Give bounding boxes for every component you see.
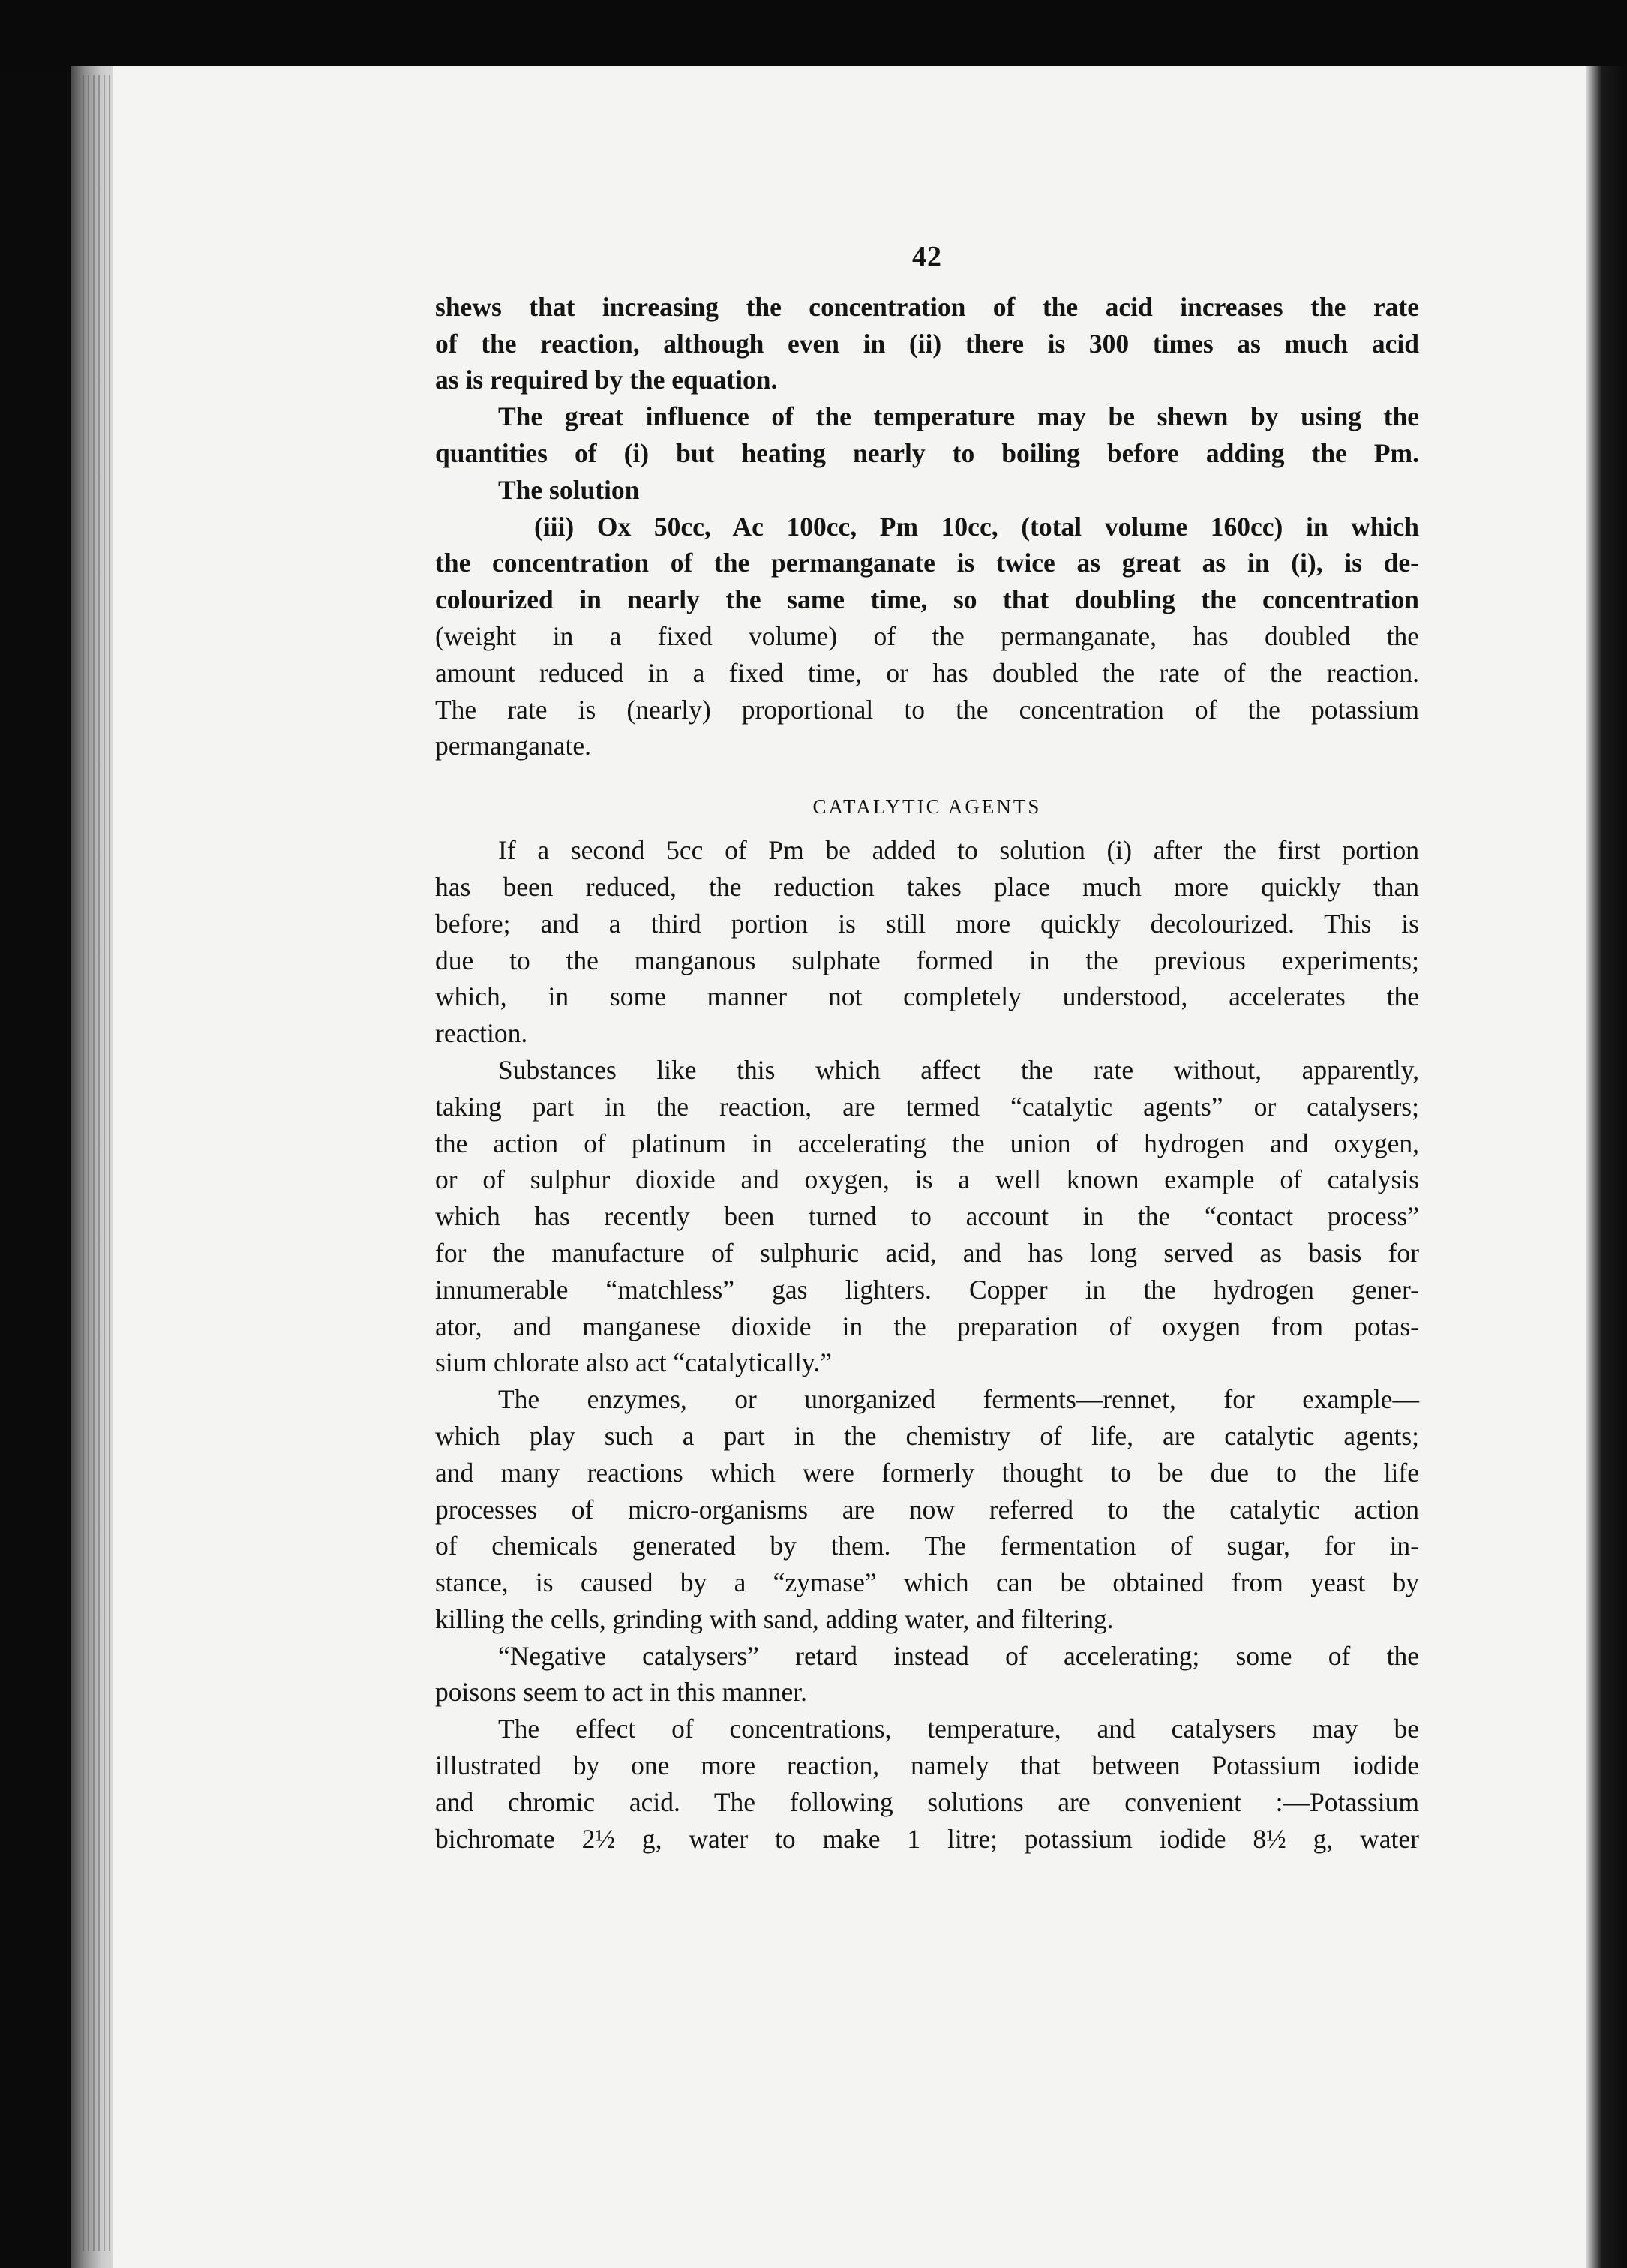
- paragraph-7: [435, 1638, 1419, 1711]
- paragraph-3: [435, 509, 1419, 765]
- text-line: shews that increasing the concentration of the acid increases the rate: [435, 291, 1419, 322]
- text-line: amount reduced in a fixed time, or has doubled the rate of the reaction.: [435, 657, 1419, 688]
- text-line: processes of micro-organisms are now referred to the catalytic action: [435, 1494, 1419, 1525]
- scan-right-border: [1586, 66, 1627, 2268]
- text-line: the action of platinum in accelerating the union of hydrogen and oxygen,: [435, 1128, 1419, 1158]
- text-line: sium chlorate also act “catalytically.”: [435, 1347, 832, 1378]
- text-line: of chemicals generated by them. The fermentation of sugar, for in-: [435, 1531, 1419, 1561]
- text-line: (weight in a fixed volume) of the permanganate, has doubled the: [435, 620, 1419, 651]
- paragraph-2: [435, 398, 1419, 508]
- paragraph-1: [435, 289, 1419, 398]
- text-line: which has recently been turned to account in the “contact process”: [435, 1201, 1419, 1232]
- text-line: quantities of (i) but heating nearly to boiling before adding the Pm.: [435, 437, 1419, 468]
- text-line: and chromic acid. The following solutions are convenient :—Potassium: [435, 1786, 1419, 1817]
- scan-top-border: [0, 0, 1627, 71]
- section-heading: CATALYTIC AGENTS: [812, 795, 1042, 819]
- text-line: The rate is (nearly) proportional to the concentration of the potassium: [435, 694, 1419, 725]
- text-line: due to the manganous sulphate formed in the previous experiments;: [435, 945, 1419, 975]
- text-line: which, in some manner not completely understood, accelerates the: [435, 981, 1419, 1012]
- text-line: (iii) Ox 50cc, Ac 100cc, Pm 10cc, (total volume 160cc) in which: [534, 511, 1419, 542]
- text-line: colourized in nearly the same time, so that doubling the concentration: [435, 584, 1419, 615]
- text-line: before; and a third portion is still more quickly decolourized. This is: [435, 908, 1419, 939]
- text-line: ator, and manganese dioxide in the preparation of oxygen from potas-: [435, 1311, 1419, 1341]
- text-line: poisons seem to act in this manner.: [435, 1677, 807, 1708]
- text-line: which play such a part in the chemistry of life, are catalytic agents;: [435, 1420, 1419, 1451]
- text-line: reaction.: [435, 1018, 528, 1049]
- text-line: for the manufacture of sulphuric acid, and has long served as basis for: [435, 1237, 1419, 1268]
- paragraph-8: [435, 1711, 1419, 1857]
- text-line: The enzymes, or unorganized ferments—rennet, for example—: [498, 1384, 1419, 1415]
- text-line: taking part in the reaction, are termed “catalytic agents” or catalysers;: [435, 1091, 1419, 1122]
- text-line: bichromate 2½ g, water to make 1 litre; potassium iodide 8½ g, water: [435, 1823, 1419, 1854]
- text-line: “Negative catalysers” retard instead of accelerating; some of the: [498, 1640, 1419, 1671]
- text-line: illustrated by one more reaction, namely that between Potassium iodide: [435, 1750, 1419, 1781]
- text-line: Substances like this which affect the rate without, apparently,: [498, 1054, 1419, 1085]
- page-number: 42: [912, 241, 942, 272]
- text-line: the concentration of the permanganate is twice as great as in (i), is de-: [435, 548, 1419, 578]
- text-line: of the reaction, although even in (ii) there is 300 times as much acid: [435, 328, 1419, 359]
- paragraph-4: [435, 832, 1419, 1052]
- text-line: stance, is caused by a “zymase” which can be obtained from yeast by: [435, 1567, 1419, 1598]
- paragraph-5: [435, 1052, 1419, 1381]
- paragraph-6: [435, 1381, 1419, 1638]
- text-line: If a second 5cc of Pm be added to solution (i) after the first portion: [498, 835, 1419, 866]
- text-line: innumerable “matchless” gas lighters. Copper in the hydrogen gener-: [435, 1274, 1419, 1305]
- text-line: permanganate.: [435, 731, 591, 762]
- text-line: and many reactions which were formerly thought to be due to the life: [435, 1457, 1419, 1488]
- text-line: has been reduced, the reduction takes place much more quickly than: [435, 871, 1419, 902]
- text-line: or of sulphur dioxide and oxygen, is a well known example of catalysis: [435, 1164, 1419, 1195]
- text-line: The great influence of the temperature may be shewn by using the: [498, 401, 1419, 432]
- text-line: as is required by the equation.: [435, 365, 778, 395]
- text-line: The solution: [498, 474, 640, 505]
- text-line: The effect of concentrations, temperature, and catalysers may be: [498, 1714, 1419, 1744]
- text-line: killing the cells, grinding with sand, adding water, and filtering.: [435, 1603, 1114, 1634]
- page-text: [435, 239, 1419, 1857]
